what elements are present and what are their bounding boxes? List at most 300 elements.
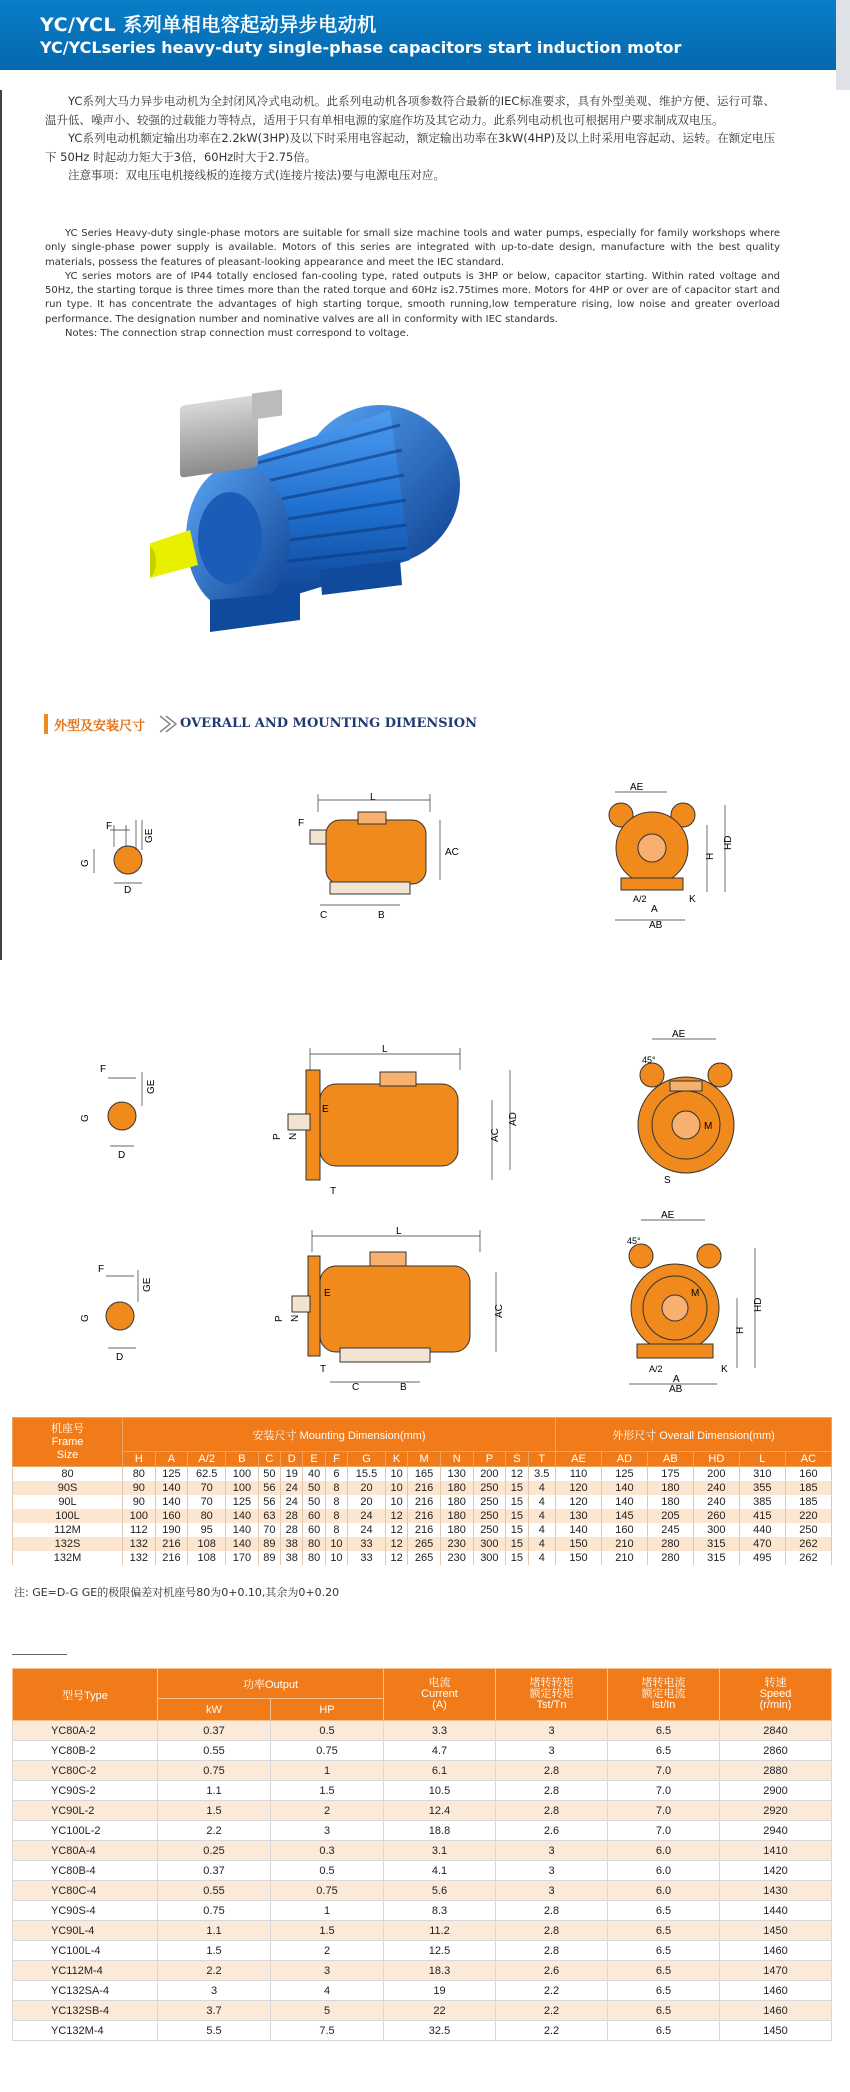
type-cell: YC90S-2 [13, 1781, 158, 1801]
table-cell: 180 [440, 1495, 473, 1509]
page-header [0, 0, 836, 70]
table-cell: 2880 [720, 1761, 832, 1781]
table-cell: 145 [601, 1509, 647, 1523]
table-row [13, 1523, 832, 1537]
label-GE3: GE [142, 1277, 153, 1292]
current-header-unit: (A) [432, 1699, 447, 1711]
table-cell: 1410 [720, 1841, 832, 1861]
table-cell: 2.8 [496, 1761, 608, 1781]
table-cell: 1.5 [271, 1781, 384, 1801]
frame-header-en1: Frame [51, 1435, 84, 1448]
table-row [13, 1981, 832, 2001]
table-cell: 2900 [720, 1781, 832, 1801]
label-B2: B [400, 1382, 407, 1392]
table-cell: 210 [601, 1537, 647, 1551]
table-cell: 10 [385, 1495, 407, 1509]
table-cell: 0.75 [158, 1901, 271, 1921]
shaft-section-diagram-1 [80, 805, 170, 895]
intro-en-p1: YC Series Heavy-duty single-phase motors are suitable for small size machine tools and water pumps, especially for family workshops where only single-phase power supply is available. Motors of this series are integrated with up-to-date design, manufacture with the best quality materials, possess the features of pleasant-looking appearance and meet the IEC standard. [45, 228, 780, 268]
type-cell: YC100L-2 [13, 1821, 158, 1841]
speed-header-cn: 转速 [764, 1677, 787, 1689]
performance-table [12, 1668, 832, 2041]
table-cell: 38 [281, 1551, 303, 1565]
table-cell: 262 [785, 1537, 831, 1551]
table-cell: 60 [303, 1523, 325, 1537]
label-L: L [370, 792, 376, 803]
table-cell: 50 [258, 1467, 280, 1482]
section-title-en: OVERALL AND MOUNTING DIMENSION [180, 716, 477, 731]
table-cell: 50 [303, 1495, 325, 1509]
section-title [40, 710, 520, 740]
label-AE3: AE [661, 1210, 675, 1221]
table-row [13, 1961, 832, 1981]
table-cell: 3 [496, 1861, 608, 1881]
table-cell: 6.5 [608, 1981, 720, 2001]
table-cell: 125 [601, 1467, 647, 1482]
table-cell: 100 [226, 1481, 259, 1495]
table-cell: 132S [13, 1537, 123, 1551]
type-cell: YC132SA-4 [13, 1981, 158, 2001]
table-cell: 265 [408, 1551, 441, 1565]
label-C2: C [352, 1382, 360, 1392]
table-cell: 3 [496, 1881, 608, 1901]
table-cell: 3.5 [528, 1467, 555, 1482]
table-cell: 3 [496, 1841, 608, 1861]
flange-foot-side-diagram-3 [270, 1222, 520, 1392]
table-cell: 250 [473, 1523, 506, 1537]
table-cell: 70 [258, 1523, 280, 1537]
table-cell: 4 [528, 1551, 555, 1565]
table-cell: 4.1 [384, 1861, 496, 1881]
stcur-header-2: 额定电流 [641, 1688, 686, 1700]
label-P: P [272, 1133, 283, 1140]
mounting-header: 安装尺寸 Mounting Dimension(mm) [123, 1418, 556, 1452]
table-cell: 7.0 [608, 1781, 720, 1801]
speed-header [720, 1669, 832, 1721]
table-cell: 125 [155, 1467, 188, 1482]
table-row [13, 2001, 832, 2021]
table-cell: 1.5 [271, 1921, 384, 1941]
label-AB2: AB [669, 1384, 683, 1393]
table-cell: 216 [408, 1509, 441, 1523]
table-cell: 160 [155, 1509, 188, 1523]
table-cell: 60 [303, 1509, 325, 1523]
label-H2: H [735, 1326, 746, 1334]
table-cell: 170 [226, 1551, 259, 1565]
dim-col-header: AC [785, 1452, 831, 1467]
table-cell: 355 [739, 1481, 785, 1495]
output-header: 功率Output [158, 1669, 384, 1699]
table-cell: 12.5 [384, 1941, 496, 1961]
table-cell: 56 [258, 1495, 280, 1509]
type-cell: YC112M-4 [13, 1961, 158, 1981]
table-cell: 5.5 [158, 2021, 271, 2041]
table-cell: 6.5 [608, 1901, 720, 1921]
table-cell: 2840 [720, 1721, 832, 1741]
start-current-header [608, 1669, 720, 1721]
table-cell: 40 [303, 1467, 325, 1482]
table-cell: 89 [258, 1537, 280, 1551]
table-cell: 1.5 [158, 1801, 271, 1821]
table-cell: 216 [408, 1495, 441, 1509]
hp-header: HP [271, 1699, 384, 1721]
table-cell: 3 [271, 1821, 384, 1841]
speed-header-en: Speed [759, 1688, 792, 1700]
shaft-section-diagram-2 [80, 1062, 170, 1162]
table-cell: 180 [647, 1481, 693, 1495]
stcur-header-1: 堵转电流 [641, 1677, 686, 1689]
table-cell: 315 [693, 1551, 739, 1565]
type-cell: YC132SB-4 [13, 2001, 158, 2021]
table-cell: 100 [226, 1467, 259, 1482]
table-cell: 280 [647, 1551, 693, 1565]
table-cell: 470 [739, 1537, 785, 1551]
speed-header-unit: (r/min) [759, 1699, 792, 1711]
table-cell: 3 [496, 1721, 608, 1741]
label-HD2: HD [753, 1297, 764, 1312]
table-cell: 4 [528, 1537, 555, 1551]
table-cell: 15 [506, 1481, 528, 1495]
table-cell: 230 [440, 1537, 473, 1551]
table-cell: 1.1 [158, 1781, 271, 1801]
table-cell: 315 [693, 1537, 739, 1551]
table-cell: 132 [123, 1551, 156, 1565]
table-cell: 250 [785, 1523, 831, 1537]
table-cell: 10 [385, 1481, 407, 1495]
table-cell: 140 [155, 1481, 188, 1495]
table-cell: 2 [271, 1941, 384, 1961]
table-cell: 28 [281, 1509, 303, 1523]
table-cell: 2.2 [158, 1961, 271, 1981]
table-cell: 62.5 [188, 1467, 226, 1482]
table-cell: 15 [506, 1495, 528, 1509]
table-cell: 6.5 [608, 1921, 720, 1941]
table-cell: 12 [385, 1523, 407, 1537]
stcur-header-3: Ist/In [651, 1699, 676, 1711]
table-cell: 22 [384, 2001, 496, 2021]
table-cell: 240 [693, 1495, 739, 1509]
label-T: T [330, 1186, 337, 1197]
table-cell: 0.75 [158, 1761, 271, 1781]
table-cell: 0.5 [271, 1861, 384, 1881]
table-cell: 6.1 [384, 1761, 496, 1781]
table-cell: 1 [271, 1901, 384, 1921]
overall-header: 外形尺寸 Overall Dimension(mm) [556, 1418, 832, 1452]
table-cell: 18.3 [384, 1961, 496, 1981]
type-cell: YC80C-4 [13, 1881, 158, 1901]
label-N: N [288, 1132, 299, 1140]
motor-image [150, 370, 540, 670]
table-cell: 185 [785, 1495, 831, 1509]
left-edge-line [0, 90, 2, 960]
table-cell: 6.0 [608, 1881, 720, 1901]
table-cell: 90 [123, 1495, 156, 1509]
table-cell: 7.5 [271, 2021, 384, 2041]
current-header-en: Current [421, 1688, 458, 1700]
table-cell: 1.5 [158, 1941, 271, 1961]
table-cell: 160 [785, 1467, 831, 1482]
table-cell: 33 [348, 1537, 386, 1551]
table-cell: 1.1 [158, 1921, 271, 1941]
table-row [13, 1881, 832, 1901]
table-row [13, 1537, 832, 1551]
table-cell: 120 [556, 1481, 602, 1495]
table-row [13, 1841, 832, 1861]
type-header: 型号Type [13, 1669, 158, 1721]
dim-col-header: HD [693, 1452, 739, 1467]
table-row [13, 1495, 832, 1509]
table-cell: 15 [506, 1537, 528, 1551]
flange-side-diagram-2 [270, 1040, 520, 1200]
table-cell: 216 [155, 1537, 188, 1551]
table-cell: 0.25 [158, 1841, 271, 1861]
table-cell: 2.2 [496, 1981, 608, 2001]
table-cell: 100 [123, 1509, 156, 1523]
note-text: 注: GE=D-G GE的极限偏差对机座号80为0+0.10,其余为0+0.20 [14, 1586, 340, 1599]
table-cell: 150 [556, 1537, 602, 1551]
table-row [13, 2021, 832, 2041]
table-cell: 210 [601, 1551, 647, 1565]
table-row [13, 1901, 832, 1921]
table-cell: 1460 [720, 1941, 832, 1961]
label-HD: HD [723, 835, 734, 850]
table-cell: 6.0 [608, 1861, 720, 1881]
table-cell: 15 [506, 1523, 528, 1537]
table-cell: 6.0 [608, 1841, 720, 1861]
title-cn: YC/YCL 系列单相电容起动异步电动机 [40, 14, 377, 36]
table-cell: 180 [440, 1523, 473, 1537]
table-cell: 200 [693, 1467, 739, 1482]
table-cell: 300 [693, 1523, 739, 1537]
table-cell: 132 [123, 1537, 156, 1551]
table-row [13, 1481, 832, 1495]
label-N2: N [290, 1314, 301, 1322]
table-cell: 80 [303, 1551, 325, 1565]
label-F3: F [100, 1064, 107, 1075]
table-cell: 140 [226, 1523, 259, 1537]
table-cell: 38 [281, 1537, 303, 1551]
table-cell: 90S [13, 1481, 123, 1495]
label-K2: K [721, 1364, 728, 1375]
table-cell: 180 [440, 1481, 473, 1495]
table-cell: 260 [693, 1509, 739, 1523]
label-AD: AD [508, 1112, 519, 1126]
table-cell: 5.6 [384, 1881, 496, 1901]
dim-col-header: P [473, 1452, 506, 1467]
table-cell: 0.3 [271, 1841, 384, 1861]
table-cell: 150 [556, 1551, 602, 1565]
table-cell: 1 [271, 1761, 384, 1781]
table-cell: 0.75 [271, 1741, 384, 1761]
shaft-section-diagram-3 [80, 1262, 170, 1362]
label-S: S [664, 1175, 671, 1185]
dim-col-header: T [528, 1452, 555, 1467]
table-cell: 50 [303, 1481, 325, 1495]
table-cell: 1420 [720, 1861, 832, 1881]
table-cell: 140 [226, 1509, 259, 1523]
table-row [13, 1821, 832, 1841]
table-cell: 2.2 [496, 2021, 608, 2041]
table-cell: 70 [188, 1495, 226, 1509]
table-cell: 120 [556, 1495, 602, 1509]
frame-header-en2: Size [56, 1448, 79, 1461]
table-cell: 200 [473, 1467, 506, 1482]
table-cell: 0.37 [158, 1861, 271, 1881]
table-cell: 140 [601, 1495, 647, 1509]
torque-header-3: Tst/Tn [536, 1699, 567, 1711]
table-cell: 12 [385, 1509, 407, 1523]
table-cell: 24 [348, 1509, 386, 1523]
table-cell: 4 [528, 1509, 555, 1523]
front-view-diagram-1 [585, 780, 735, 930]
dim-col-header: C [258, 1452, 280, 1467]
dim-col-header: AE [556, 1452, 602, 1467]
dim-col-header: S [506, 1452, 528, 1467]
table-row [13, 1861, 832, 1881]
table-cell: 6.5 [608, 1941, 720, 1961]
flange-foot-front-diagram-3 [605, 1208, 775, 1393]
label-A3: A [673, 1374, 680, 1385]
table-cell: 2 [271, 1801, 384, 1821]
intro-cn-p1: YC系列大马力异步电动机为全封闭风冷式电动机。此系列电动机各项参数符合最新的IEC标准要求，具有外型美观、维护方便、运行可靠、温升低、噪声小、较强的过载能力等特点，适用于只有单相电源的家庭作坊及其它动力。此系列电动机也可根据用户要求制成双电压。 [45, 94, 775, 127]
torque-header-1: 堵转转矩 [529, 1677, 574, 1689]
label-A: A [651, 904, 658, 915]
table-cell: 140 [226, 1537, 259, 1551]
table-cell: 32.5 [384, 2021, 496, 2041]
label-M2: M [691, 1288, 700, 1299]
label-GE2: GE [146, 1079, 157, 1094]
kw-header: kW [158, 1699, 271, 1721]
table-cell: 190 [155, 1523, 188, 1537]
type-cell: YC80A-4 [13, 1841, 158, 1861]
label-K: K [689, 894, 696, 905]
table-cell: 1450 [720, 1921, 832, 1941]
table-cell: 2.6 [496, 1961, 608, 1981]
table-cell: 10 [385, 1467, 407, 1482]
label-45: 45° [642, 1055, 656, 1065]
intro-cn [45, 92, 775, 185]
section-title-cn: 外型及安装尺寸 [54, 719, 146, 734]
label-A2b: A/2 [649, 1364, 663, 1374]
table-cell: 6.5 [608, 1741, 720, 1761]
table-cell: 495 [739, 1551, 785, 1565]
dim-col-header: M [408, 1452, 441, 1467]
flange-front-diagram-2 [620, 1025, 760, 1185]
table-cell: 125 [226, 1495, 259, 1509]
table-cell: 1450 [720, 2021, 832, 2041]
table-cell: 89 [258, 1551, 280, 1565]
table-cell: 205 [647, 1509, 693, 1523]
torque-header-2: 额定转矩 [529, 1688, 574, 1700]
label-D3: D [116, 1352, 124, 1362]
intro-en-p3: Notes: The connection strap connection must correspond to voltage. [65, 328, 409, 340]
dim-col-header: AD [601, 1452, 647, 1467]
table-cell: 15 [506, 1551, 528, 1565]
table-cell: 180 [647, 1495, 693, 1509]
table-cell: 300 [473, 1537, 506, 1551]
label-L3: L [396, 1226, 402, 1237]
table-cell: 3.1 [384, 1841, 496, 1861]
table-row [13, 1741, 832, 1761]
table-cell: 110 [556, 1467, 602, 1482]
table-cell: 2.8 [496, 1941, 608, 1961]
label-D2: D [118, 1150, 126, 1161]
table-cell: 310 [739, 1467, 785, 1482]
table-cell: 300 [473, 1551, 506, 1565]
table-cell: 1430 [720, 1881, 832, 1901]
table-cell: 216 [408, 1523, 441, 1537]
table-cell: 90L [13, 1495, 123, 1509]
type-cell: YC100L-4 [13, 1941, 158, 1961]
dim-col-header: B [226, 1452, 259, 1467]
table-cell: 20 [348, 1481, 386, 1495]
side-view-diagram-1 [290, 790, 460, 925]
table-cell: 24 [348, 1523, 386, 1537]
dim-col-header: F [325, 1452, 347, 1467]
table-cell: 265 [408, 1537, 441, 1551]
table-cell: 2.8 [496, 1781, 608, 1801]
dim-col-header: G [348, 1452, 386, 1467]
table-row [13, 1761, 832, 1781]
table-cell: 4.7 [384, 1741, 496, 1761]
label-A2: A/2 [633, 894, 647, 904]
table-cell: 140 [556, 1523, 602, 1537]
label-G2: G [80, 1114, 91, 1122]
table-cell: 245 [647, 1523, 693, 1537]
label-G: G [80, 859, 91, 867]
table-row [13, 1467, 832, 1482]
type-cell: YC80B-4 [13, 1861, 158, 1881]
table-cell: 180 [440, 1509, 473, 1523]
table-cell: 1460 [720, 1981, 832, 2001]
type-cell: YC90L-2 [13, 1801, 158, 1821]
dim-col-header: N [440, 1452, 473, 1467]
table-cell: 7.0 [608, 1801, 720, 1821]
table-cell: 220 [785, 1509, 831, 1523]
dim-col-header: A/2 [188, 1452, 226, 1467]
table-cell: 2.8 [496, 1801, 608, 1821]
label-AC2: AC [490, 1128, 501, 1142]
table-cell: 6 [325, 1467, 347, 1482]
table-cell: 15.5 [348, 1467, 386, 1482]
table-cell: 0.5 [271, 1721, 384, 1741]
table-cell: 216 [408, 1481, 441, 1495]
table-cell: 19 [281, 1467, 303, 1482]
table-cell: 8 [325, 1495, 347, 1509]
section-bar [44, 714, 48, 734]
table-cell: 240 [693, 1481, 739, 1495]
label-B: B [378, 910, 385, 921]
table-cell: 95 [188, 1523, 226, 1537]
table-cell: 20 [348, 1495, 386, 1509]
intro-en-p2: YC series motors are of IP44 totally enclosed fan-cooling type, rated outputs is 3HP or below, capacitor starting. Within rated voltage and 50Hz, the starting torque is three times more than the rated torque and 60Hz is2.75times more. Motors for 4HP or over are of capacitor start and run type. It has concentrate the advantages of high starting torque, smooth running,low temperature rising, low noise and greater overload performance. The designation number and nominative valves are all in conformity with IEC standards. [45, 270, 780, 325]
table-cell: 6.5 [608, 1721, 720, 1741]
type-cell: YC80A-2 [13, 1721, 158, 1741]
label-GE: GE [144, 828, 155, 843]
table-cell: 7.0 [608, 1761, 720, 1781]
table-cell: 100L [13, 1509, 123, 1523]
divider-mark [12, 1654, 67, 1655]
type-cell: YC80B-2 [13, 1741, 158, 1761]
table-row [13, 1941, 832, 1961]
label-P2: P [274, 1315, 285, 1322]
table-cell: 70 [188, 1481, 226, 1495]
label-F4: F [98, 1264, 105, 1275]
table-cell: 12 [506, 1467, 528, 1482]
table-cell: 130 [440, 1467, 473, 1482]
table-cell: 2.2 [158, 1821, 271, 1841]
label-AB: AB [649, 920, 663, 930]
